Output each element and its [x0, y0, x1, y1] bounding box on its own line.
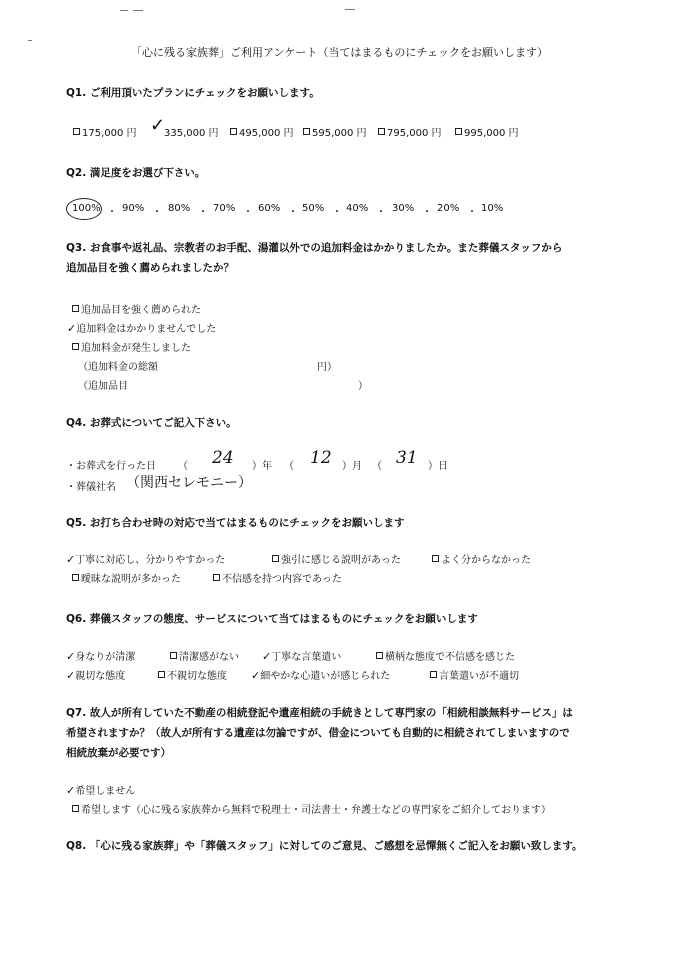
q3-question-line2: 追加品目を強く薦められましたか？ [66, 262, 234, 274]
q7-question-line2: 希望されますか？（故人が所有する遺産は勿論ですが、借金についても自動的に相続されてしまいますので [66, 727, 570, 739]
q4-month-unit: ）月 [342, 461, 362, 472]
checkbox[interactable] [455, 128, 462, 135]
check-mark-icon: ✓ [66, 553, 76, 566]
q3-total-unit: 円） [317, 362, 337, 373]
check-mark-icon: ✓ [251, 669, 261, 682]
checkbox[interactable] [158, 671, 165, 678]
check-mark-icon: ✓ [262, 650, 272, 663]
q8-question: Q8. 「心に残る家族葬」や「葬儀スタッフ」に対してのご意見、ご感想を忌憚無くご記入をお願い致します。 [66, 840, 583, 852]
q4-year-value[interactable]: 24 [212, 448, 234, 468]
q2-option-10[interactable]: 10% [481, 203, 504, 214]
checkbox[interactable] [72, 805, 79, 812]
q4-company-label: ・葬儀社名 [66, 482, 116, 493]
q5-option-vague[interactable]: 曖昧な説明が多かった [72, 570, 181, 585]
q3-option-pressured[interactable]: 追加品目を強く薦められた [72, 301, 201, 316]
paren: （ [284, 461, 294, 472]
q2-option-20[interactable]: 20% [437, 203, 460, 214]
q6-option-arrogant[interactable]: 横柄な態度で不信感を感じた [376, 648, 515, 663]
q7-option-no[interactable]: ✓希望しません [66, 784, 136, 797]
q6-option-clean[interactable]: ✓身なりが清潔 [66, 650, 136, 663]
checkbox[interactable] [303, 128, 310, 135]
q7-option-yes[interactable]: 希望します（心に残る家族葬から無料で税理士・司法書士・弁護士などの専門家をご紹介しております） [72, 801, 551, 816]
check-mark-icon: ✓ [66, 650, 76, 663]
checkbox[interactable] [72, 305, 79, 312]
q5-option-polite[interactable]: ✓丁寧に対応し、分かりやすかった [66, 553, 226, 566]
q6-option-polite-speech[interactable]: ✓丁寧な言葉遣い [262, 650, 342, 663]
q6-option-unkind[interactable]: 不親切な態度 [158, 667, 227, 682]
check-mark-icon: ✓ [66, 669, 76, 682]
q4-day-unit: ）日 [428, 461, 448, 472]
q1-option-595000[interactable]: 595,000 円 [303, 124, 367, 139]
q2-option-60[interactable]: 60% [258, 203, 281, 214]
q4-day-value[interactable]: 31 [396, 448, 418, 468]
q5-option-distrust[interactable]: 不信感を持つ内容であった [213, 570, 342, 585]
q3-items-label: （追加品目 [78, 381, 128, 392]
q3-total-label: （追加料金の総額 [78, 362, 158, 373]
q7-question-line1: Q7. 故人が所有していた不動産の相続登記や遺産相続の手続きとして専門家の「相続相談無料サービス」は [66, 707, 573, 719]
q4-month-value[interactable]: 12 [310, 448, 332, 468]
check-mark-icon: ✓ [66, 784, 76, 797]
q4-year-unit: ）年 [252, 461, 272, 472]
scan-mark [133, 10, 143, 11]
q6-option-kind[interactable]: ✓親切な態度 [66, 669, 126, 682]
q1-option-175000[interactable]: 175,000 円 [73, 124, 137, 139]
checkbox[interactable] [378, 128, 385, 135]
q6-option-attentive[interactable]: ✓細やかな心遣いが感じられた [251, 669, 391, 682]
q3-option-extra[interactable]: 追加料金が発生しました [72, 339, 191, 354]
q3-items-close: ） [358, 381, 368, 392]
q2-option-50[interactable]: 50% [302, 203, 325, 214]
q5-option-unclear[interactable]: よく分からなかった [432, 551, 531, 566]
scan-mark [28, 40, 32, 41]
checkbox[interactable] [230, 128, 237, 135]
q6-option-improper-speech[interactable]: 言葉遣いが不適切 [430, 667, 519, 682]
q3-question-line1: Q3. お食事や返礼品、宗教者のお手配、湯灌以外での追加料金はかかりましたか。また葬儀スタッフから [66, 242, 563, 254]
scan-mark [345, 9, 355, 10]
q6-option-unclean[interactable]: 清潔感がない [170, 648, 239, 663]
q1-option-995000[interactable]: 995,000 円 [455, 124, 519, 139]
q2-option-100[interactable]: 100% [72, 203, 101, 214]
q5-option-forceful[interactable]: 強引に感じる説明があった [272, 551, 401, 566]
checkbox[interactable] [170, 652, 177, 659]
checkbox[interactable] [213, 574, 220, 581]
q2-option-80[interactable]: 80% [168, 203, 191, 214]
q1-option-335000[interactable]: 335,000 円 [164, 128, 219, 139]
q6-question: Q6. 葬儀スタッフの態度、サービスについて当てはまるものにチェックをお願いします [66, 613, 478, 625]
q5-question: Q5. お打ち合わせ時の対応で当てはまるものにチェックをお願いします [66, 517, 405, 529]
checkbox[interactable] [73, 128, 80, 135]
q2-option-40[interactable]: 40% [346, 203, 369, 214]
survey-title: 「心に残る家族葬」ご利用アンケート（当てはまるものにチェックをお願いします） [130, 46, 548, 59]
q3-option-no-extra[interactable]: ✓追加料金はかかりませんでした [67, 322, 217, 335]
check-mark-icon: ✓ [67, 322, 77, 335]
checkbox[interactable] [272, 555, 279, 562]
q4-question: Q4. お葬式についてご記入下さい。 [66, 417, 237, 429]
q2-option-70[interactable]: 70% [213, 203, 236, 214]
q1-option-495000[interactable]: 495,000 円 [230, 124, 294, 139]
q4-company-name[interactable]: （関西セレモニー） [126, 475, 252, 491]
paren: （ [372, 461, 382, 472]
check-mark-icon: ✓ [150, 115, 166, 136]
checkbox[interactable] [376, 652, 383, 659]
scan-mark [120, 10, 128, 11]
q1-question: Q1. ご利用頂いたプランにチェックをお願いします。 [66, 87, 320, 99]
q7-question-line3: 相続放棄が必要です） [66, 747, 171, 759]
checkbox[interactable] [72, 574, 79, 581]
q2-option-30[interactable]: 30% [392, 203, 415, 214]
q1-option-795000[interactable]: 795,000 円 [378, 124, 442, 139]
q4-date-label: ・お葬式を行った日 [66, 461, 156, 472]
paren: （ [178, 461, 188, 472]
q2-question: Q2. 満足度をお選び下さい。 [66, 167, 206, 179]
checkbox[interactable] [432, 555, 439, 562]
q2-option-90[interactable]: 90% [122, 203, 145, 214]
checkbox[interactable] [72, 343, 79, 350]
checkbox[interactable] [430, 671, 437, 678]
